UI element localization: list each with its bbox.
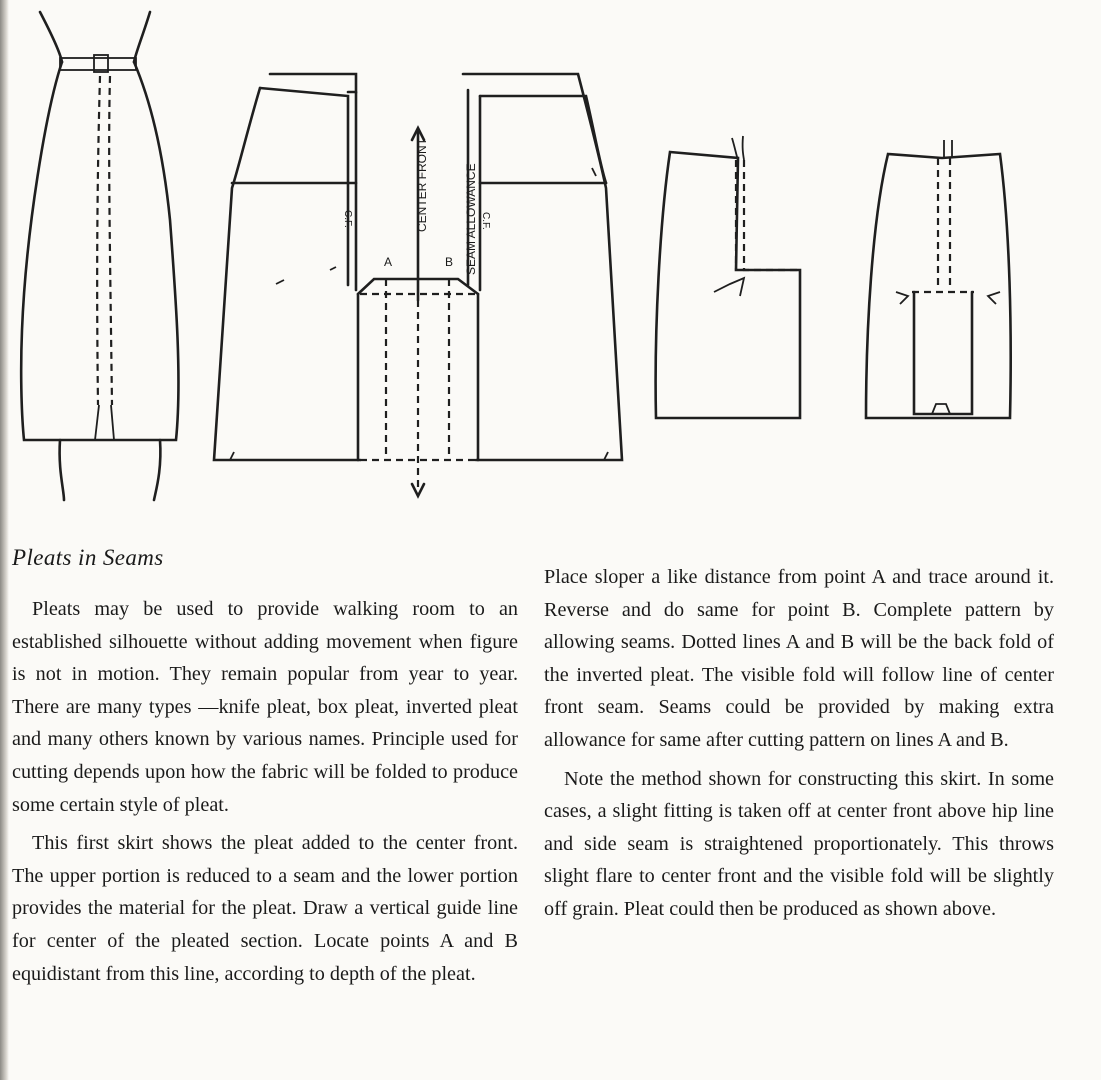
paragraph: This first skirt shows the pleat added to the center front. The upper portion is reduced to a seam and the lower portion provides the material for the pleat. Draw a vertical guide line for center of the pleated section. Locate points A and B equidistant from this line, according to depth of the pleat. (12, 832, 518, 985)
constructed-skirt-step-two (866, 140, 1011, 418)
center-front-label: CENTER FRONT (415, 138, 429, 232)
skirt-figure-sketch (21, 12, 178, 500)
point-b-label: B (445, 255, 454, 269)
paragraph: Place sloper a like distance from point A and trace around it. Reverse and do same for point B. Complete pattern by allowing seams. Dotted lines A and B will be the back fold of the inverted pleat. The visible fold will follow line of center front seam. Seams could be provided by making extra allowance for same after cutting pattern on lines A and B. (544, 566, 1054, 751)
body-text-right-column (544, 561, 1054, 926)
constructed-skirt-step-one (656, 136, 800, 418)
cf-left-label: C.F. (342, 210, 353, 228)
pattern-illustrations (0, 0, 1101, 525)
section-title: Pleats in Seams (12, 545, 164, 570)
paragraph: Note the method shown for constructing this skirt. In some cases, a slight fitting is taken off at center front above hip line and side seam is straightened proportionately. This throws slight flare to center front and the visible fold will be slightly off grain. Pleat could then be produced as shown above. (544, 767, 1054, 920)
cf-right-label: C.F. (480, 212, 491, 230)
seam-allowance-label: SEAM ALLOWANCE (464, 163, 478, 275)
body-text-left-column (12, 593, 518, 990)
point-a-label: A (384, 255, 393, 269)
pleated-pattern-draft (214, 74, 622, 496)
paragraph: Pleats may be used to provide walking room to an established silhouette without adding movement when figure is not in motion. They remain popular from year to year. There are many types —knife pleat, box pleat, inverted pleat and many others known by various names. Principle used for cutting depends upon how the fabric will be folded to produce some certain style of pleat. (12, 598, 518, 816)
